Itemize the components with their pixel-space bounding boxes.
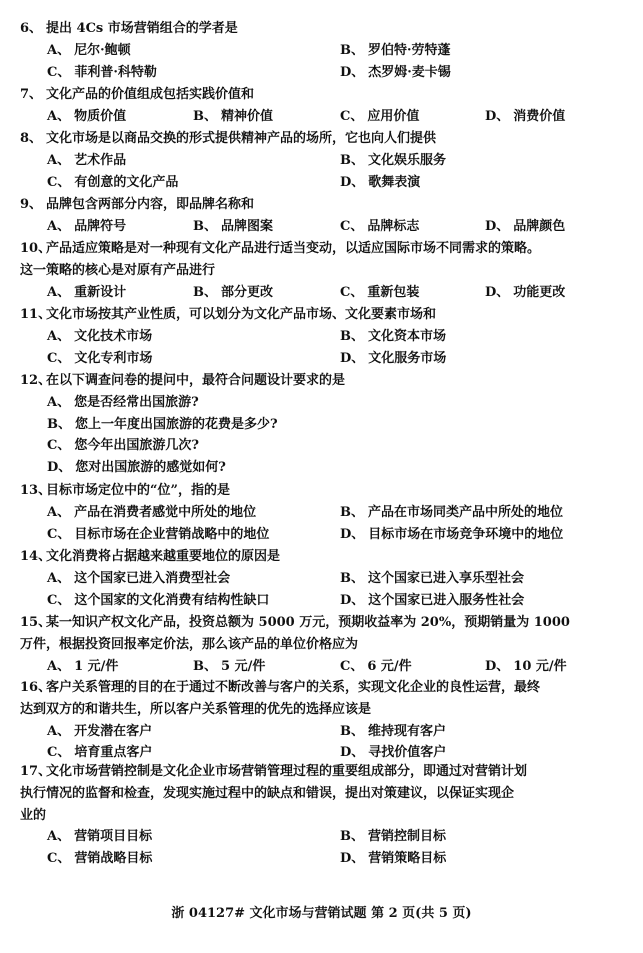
stem-line — [20, 677, 620, 699]
stem-text: 执行情况的监督和检查，发现实施过程中的缺点和错误，提出对策建议，以保证实现企 — [20, 785, 515, 801]
option-text: 罗伯特·劳特蓬 — [368, 42, 451, 58]
option-b — [193, 282, 273, 304]
option-row — [20, 568, 620, 590]
option-label: A、 — [47, 394, 71, 410]
question-number: 14、 — [20, 549, 52, 564]
option-text: 这个国家已进入服务性社会 — [368, 592, 525, 608]
option-row — [20, 62, 620, 84]
option-c — [47, 172, 178, 194]
option-b — [340, 502, 563, 524]
option-a — [47, 502, 256, 524]
option-c — [47, 848, 152, 870]
option-text: 寻找价值客户 — [368, 745, 447, 761]
option-label: D、 — [340, 174, 365, 190]
option-list — [20, 106, 620, 128]
stem-text: 提出 4Cs 市场营销组合的学者是 — [46, 21, 238, 36]
stem-line — [20, 84, 620, 106]
option-text: 重新设计 — [74, 284, 127, 300]
option-label: B、 — [340, 829, 364, 845]
option-label: A、 — [47, 108, 71, 124]
question-stem — [20, 18, 620, 40]
question-stem — [20, 194, 620, 216]
option-text: 营销项目目标 — [74, 829, 153, 845]
option-label: B、 — [340, 504, 364, 520]
option-label: C、 — [47, 438, 71, 454]
question-stem — [20, 84, 620, 106]
option-text: 这个国家已进入享乐型社会 — [368, 570, 525, 586]
option-label: B、 — [340, 152, 364, 168]
option-list — [20, 656, 620, 678]
question-6 — [20, 18, 620, 83]
option-label: A、 — [47, 723, 71, 739]
question-stem — [20, 546, 620, 568]
question-11 — [20, 304, 620, 369]
question-number: 17、 — [20, 764, 52, 779]
stem-text: 文化市场按其产业性质，可以划分为文化产品市场、文化要素市场和 — [46, 307, 437, 322]
option-list — [20, 568, 620, 612]
option-b — [340, 826, 446, 848]
option-row — [20, 392, 620, 414]
option-text: 培育重点客户 — [74, 745, 153, 761]
option-text: 您今年出国旅游几次? — [74, 438, 199, 454]
option-text: 开发潜在客户 — [74, 723, 153, 739]
option-text: 文化服务市场 — [368, 350, 447, 366]
stem-line — [20, 546, 620, 568]
option-a — [47, 392, 199, 414]
option-label: D、 — [340, 851, 365, 867]
option-b — [340, 150, 446, 172]
stem-text: 业的 — [20, 807, 47, 823]
option-a — [47, 282, 126, 304]
option-d — [340, 590, 524, 612]
option-text: 这个国家已进入消费型社会 — [74, 570, 231, 586]
option-row — [20, 172, 620, 194]
option-label: D、 — [340, 745, 365, 761]
option-text: 重新包装 — [367, 284, 420, 300]
question-stem — [20, 612, 620, 656]
option-label: C、 — [47, 350, 71, 366]
option-label: D、 — [485, 108, 510, 124]
option-b — [193, 106, 273, 128]
option-label: A、 — [47, 328, 71, 344]
stem-text: 某一知识产权文化产品，投资总额为 5000 万元，预期收益率为 20%，预期销量为 1000 — [46, 615, 570, 630]
option-list — [20, 326, 620, 370]
option-text: 菲利普·科特勒 — [74, 64, 157, 80]
option-label: D、 — [340, 350, 365, 366]
option-text: 部分更改 — [221, 284, 274, 300]
option-text: 艺术作品 — [74, 152, 127, 168]
option-text: 品牌标志 — [367, 218, 420, 234]
option-text: 品牌颜色 — [513, 218, 566, 234]
option-text: 目标市场在企业营销战略中的地位 — [74, 526, 270, 542]
stem-line — [20, 699, 620, 721]
option-text: 尼尔·鲍顿 — [74, 42, 131, 58]
stem-text: 文化市场营销控制是文化企业市场营销管理过程的重要组成部分，即通过对营销计划 — [46, 764, 528, 779]
option-b — [193, 656, 265, 678]
option-b — [340, 326, 446, 348]
option-d — [47, 457, 226, 479]
option-label: B、 — [340, 723, 364, 739]
option-label: A、 — [47, 42, 71, 58]
option-text: 品牌符号 — [74, 218, 127, 234]
option-label: B、 — [340, 42, 364, 58]
option-text: 品牌图案 — [221, 218, 274, 234]
option-text: 消费价值 — [513, 108, 566, 124]
option-a — [47, 216, 126, 238]
option-text: 功能更改 — [513, 284, 566, 300]
stem-line — [20, 238, 620, 260]
option-label: A、 — [47, 218, 71, 234]
option-row — [20, 848, 620, 870]
stem-line — [20, 612, 620, 634]
question-12 — [20, 370, 620, 479]
option-c — [47, 590, 269, 612]
option-row — [20, 590, 620, 612]
option-label: C、 — [47, 745, 71, 761]
question-stem — [20, 677, 620, 721]
option-list — [20, 216, 620, 238]
option-row — [20, 656, 620, 678]
question-10 — [20, 238, 620, 303]
option-text: 您对出国旅游的感觉如何? — [75, 460, 226, 476]
option-label: B、 — [193, 658, 217, 674]
question-number: 10、 — [20, 241, 52, 256]
question-9 — [20, 194, 620, 238]
option-text: 营销战略目标 — [74, 851, 153, 867]
option-list — [20, 502, 620, 546]
option-label: B、 — [193, 218, 217, 234]
stem-line — [20, 805, 620, 827]
option-text: 维持现有客户 — [368, 723, 447, 739]
option-c — [47, 524, 269, 546]
option-label: C、 — [47, 526, 71, 542]
option-text: 精神价值 — [221, 108, 274, 124]
stem-text: 万件，根据投资回报率定价法，那么该产品的单位价格应为 — [20, 636, 359, 652]
option-label: A、 — [47, 658, 71, 674]
question-15 — [20, 612, 620, 677]
option-label: A、 — [47, 829, 71, 845]
option-d — [340, 172, 420, 194]
option-text: 文化娱乐服务 — [368, 152, 447, 168]
option-a — [47, 568, 230, 590]
stem-line — [20, 194, 620, 216]
stem-text: 文化消费将占据越来越重要地位的原因是 — [46, 549, 281, 564]
option-a — [47, 150, 126, 172]
option-label: D、 — [485, 218, 510, 234]
stem-text: 这一策略的核心是对原有产品进行 — [20, 262, 216, 278]
option-b — [340, 568, 524, 590]
option-row — [20, 457, 620, 479]
stem-line — [20, 480, 620, 502]
option-b — [340, 40, 451, 62]
option-label: D、 — [340, 592, 365, 608]
question-number: 13、 — [20, 483, 52, 498]
option-row — [20, 326, 620, 348]
option-row — [20, 282, 620, 304]
question-number: 12、 — [20, 373, 52, 388]
option-row — [20, 150, 620, 172]
option-list — [20, 150, 620, 194]
stem-line — [20, 761, 620, 783]
option-d — [340, 848, 446, 870]
option-label: C、 — [340, 218, 364, 234]
option-list — [20, 392, 620, 479]
option-label: B、 — [47, 416, 71, 432]
option-row — [20, 826, 620, 848]
stem-text: 客户关系管理的目的在于通过不断改善与客户的关系，实现文化企业的良性运营，最终 — [46, 680, 541, 695]
option-row — [20, 502, 620, 524]
option-row — [20, 721, 620, 743]
question-stem — [20, 128, 620, 150]
option-label: C、 — [340, 658, 364, 674]
question-number: 8、 — [20, 131, 43, 146]
option-label: C、 — [47, 174, 71, 190]
question-stem — [20, 480, 620, 502]
question-stem — [20, 761, 620, 826]
option-row — [20, 414, 620, 436]
option-text: 产品在消费者感觉中所处的地位 — [74, 504, 257, 520]
question-number: 16、 — [20, 680, 52, 695]
option-label: D、 — [340, 64, 365, 80]
option-c — [47, 435, 199, 457]
option-label: B、 — [193, 108, 217, 124]
option-text: 6 元/件 — [367, 658, 412, 674]
option-c — [340, 106, 419, 128]
option-list — [20, 721, 620, 765]
stem-line — [20, 634, 620, 656]
option-text: 1 元/件 — [74, 658, 119, 674]
option-b — [47, 414, 278, 436]
question-number: 6、 — [20, 21, 43, 36]
option-list — [20, 282, 620, 304]
question-number: 7、 — [20, 87, 43, 102]
option-text: 营销控制目标 — [368, 829, 447, 845]
option-label: C、 — [340, 284, 364, 300]
option-row — [20, 40, 620, 62]
option-c — [340, 282, 419, 304]
question-7 — [20, 84, 620, 128]
option-text: 您是否经常出国旅游? — [74, 394, 199, 410]
option-d — [340, 524, 563, 546]
option-a — [47, 40, 131, 62]
question-number: 9、 — [20, 197, 43, 212]
stem-text: 文化产品的价值组成包括实践价值和 — [46, 87, 255, 102]
option-text: 歌舞表演 — [368, 174, 421, 190]
option-list — [20, 40, 620, 84]
option-row — [20, 524, 620, 546]
option-d — [485, 216, 565, 238]
option-label: D、 — [485, 658, 510, 674]
option-row — [20, 216, 620, 238]
option-b — [193, 216, 273, 238]
question-8 — [20, 128, 620, 193]
option-row — [20, 435, 620, 457]
option-a — [47, 721, 152, 743]
option-text: 文化技术市场 — [74, 328, 153, 344]
stem-line — [20, 370, 620, 392]
stem-text: 在以下调查问卷的提问中，最符合问题设计要求的是 — [46, 373, 346, 388]
stem-line — [20, 18, 620, 40]
option-text: 5 元/件 — [221, 658, 266, 674]
option-text: 您上一年度出国旅游的花费是多少? — [75, 416, 278, 432]
option-a — [47, 326, 152, 348]
option-c — [340, 656, 412, 678]
question-stem — [20, 304, 620, 326]
option-text: 目标市场在市场竞争环境中的地位 — [368, 526, 564, 542]
option-label: A、 — [47, 504, 71, 520]
option-label: C、 — [47, 851, 71, 867]
question-17 — [20, 761, 620, 870]
question-14 — [20, 546, 620, 611]
option-text: 这个国家的文化消费有结构性缺口 — [74, 592, 270, 608]
option-label: B、 — [340, 328, 364, 344]
option-label: A、 — [47, 152, 71, 168]
option-text: 物质价值 — [74, 108, 127, 124]
option-label: B、 — [340, 570, 364, 586]
stem-text: 达到双方的和谐共生，所以客户关系管理的优先的选择应该是 — [20, 701, 372, 717]
option-d — [485, 656, 567, 678]
option-label: C、 — [47, 592, 71, 608]
option-text: 文化资本市场 — [368, 328, 447, 344]
option-c — [47, 348, 152, 370]
option-label: D、 — [47, 460, 72, 476]
stem-line — [20, 783, 620, 805]
option-label: A、 — [47, 570, 71, 586]
option-text: 杰罗姆·麦卡锡 — [368, 64, 451, 80]
option-text: 有创意的文化产品 — [74, 174, 179, 190]
stem-line — [20, 260, 620, 282]
stem-text: 目标市场定位中的“位”，指的是 — [46, 483, 230, 498]
option-a — [47, 106, 126, 128]
question-13 — [20, 480, 620, 545]
stem-text: 文化市场是以商品交换的形式提供精神产品的场所，它也向人们提供 — [46, 131, 437, 146]
option-label: D、 — [485, 284, 510, 300]
option-label: C、 — [340, 108, 364, 124]
question-16 — [20, 677, 620, 764]
question-stem — [20, 238, 620, 282]
question-number: 15、 — [20, 615, 52, 630]
option-d — [340, 348, 446, 370]
option-label: C、 — [47, 64, 71, 80]
option-label: D、 — [340, 526, 365, 542]
option-row — [20, 106, 620, 128]
option-b — [340, 721, 446, 743]
question-number: 11、 — [20, 307, 52, 322]
option-d — [485, 106, 565, 128]
option-text: 营销策略目标 — [368, 851, 447, 867]
option-list — [20, 826, 620, 870]
stem-text: 产品适应策略是对一种现有文化产品进行适当变动，以适应国际市场不同需求的策略。 — [46, 241, 541, 256]
option-c — [340, 216, 419, 238]
option-label: A、 — [47, 284, 71, 300]
stem-line — [20, 304, 620, 326]
option-label: B、 — [193, 284, 217, 300]
option-c — [47, 62, 157, 84]
page-footer: 浙 04127# 文化市场与营销试题 第 2 页(共 5 页) — [171, 906, 472, 921]
stem-line — [20, 128, 620, 150]
option-d — [340, 62, 451, 84]
option-row — [20, 348, 620, 370]
option-text: 10 元/件 — [513, 658, 567, 674]
question-stem — [20, 370, 620, 392]
stem-text: 品牌包含两部分内容，即品牌名称和 — [46, 197, 255, 212]
option-text: 文化专利市场 — [74, 350, 153, 366]
option-a — [47, 826, 152, 848]
option-a — [47, 656, 118, 678]
option-text: 产品在市场同类产品中所处的地位 — [368, 504, 564, 520]
option-d — [485, 282, 565, 304]
option-text: 应用价值 — [367, 108, 420, 124]
